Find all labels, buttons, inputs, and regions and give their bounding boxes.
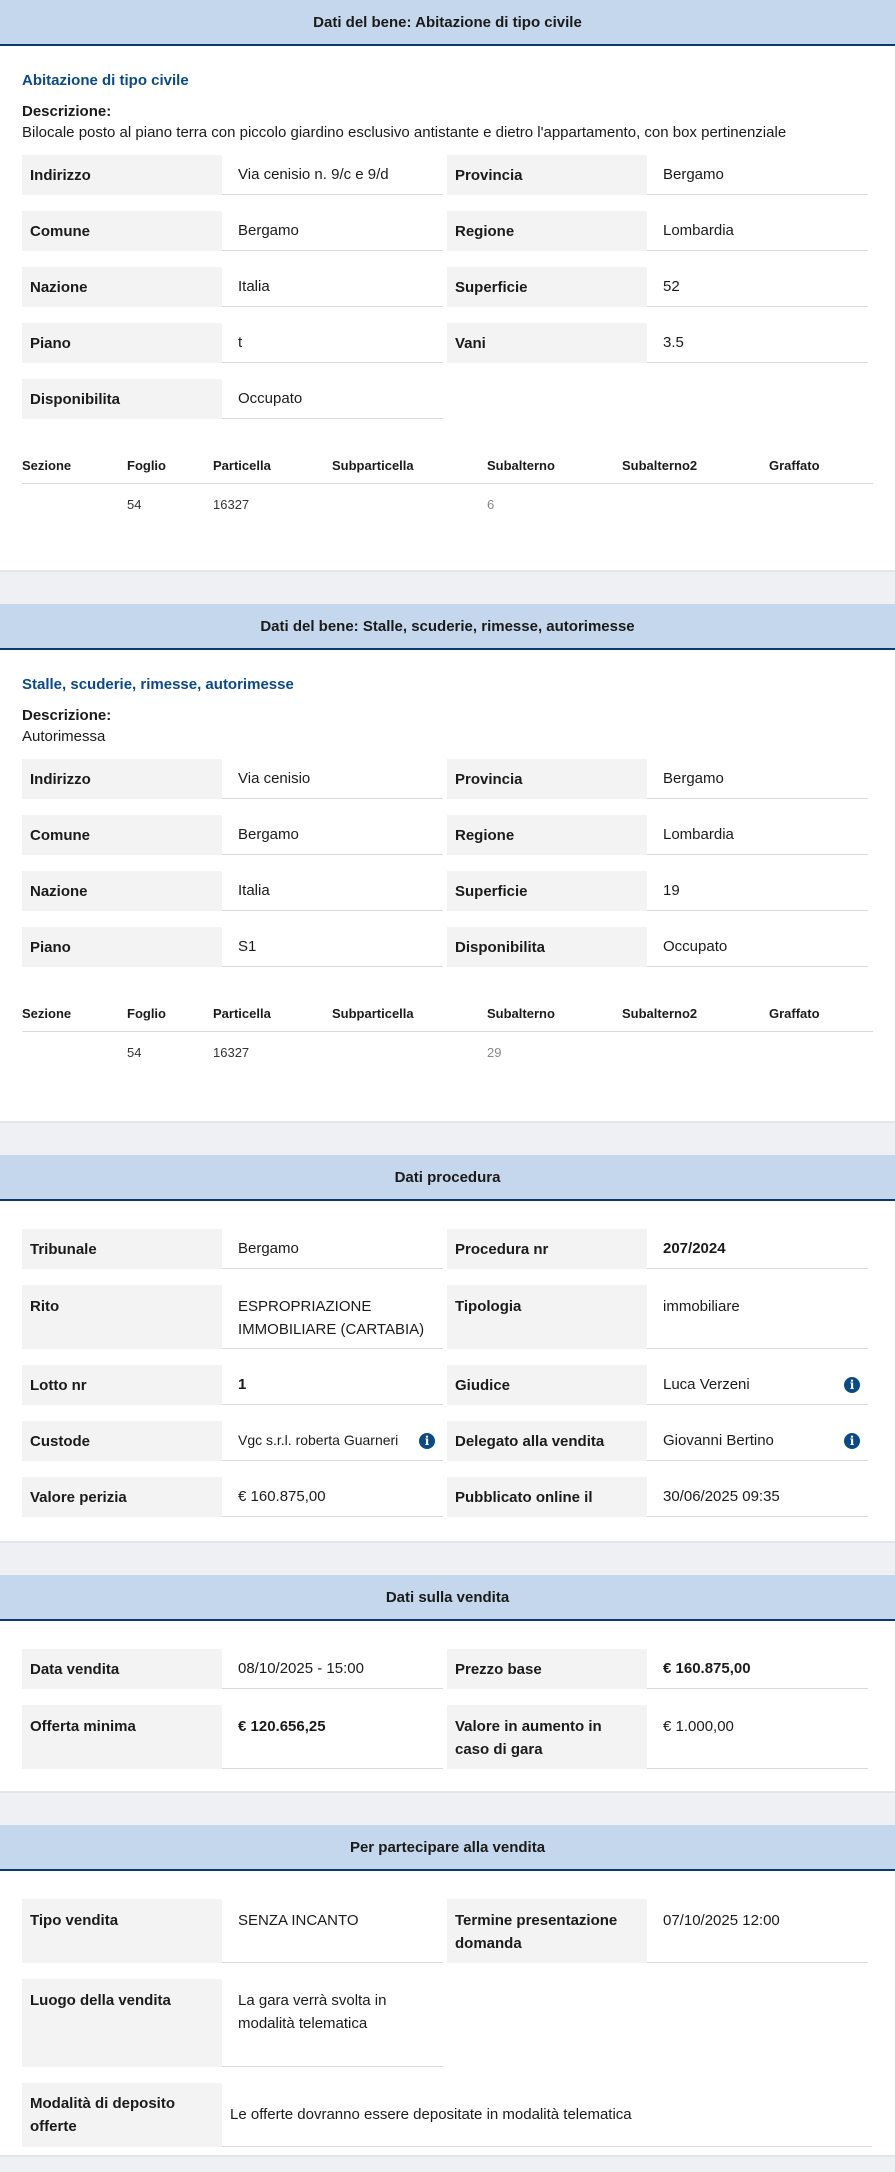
col-particella: Particella bbox=[213, 457, 271, 473]
section-vendita bbox=[0, 1575, 895, 1791]
field-value: Italia bbox=[222, 871, 443, 911]
section-header: Dati sulla vendita bbox=[0, 1575, 895, 1621]
field-superficie bbox=[447, 871, 872, 911]
field-label: Offerta minima bbox=[22, 1705, 222, 1769]
field-offerta-minima bbox=[22, 1705, 447, 1769]
fields-grid bbox=[22, 155, 873, 435]
cell-subalterno: 6 bbox=[487, 496, 495, 512]
field-comune bbox=[22, 211, 447, 251]
field-regione bbox=[447, 815, 872, 855]
field-disponibilita bbox=[22, 379, 447, 419]
description-text: Autorimessa bbox=[22, 728, 106, 745]
info-icon[interactable]: i bbox=[844, 1377, 860, 1393]
field-value: € 160.875,00 bbox=[222, 1477, 443, 1517]
field-label: Rito bbox=[22, 1285, 222, 1349]
field-value-text: Luca Verzeni bbox=[663, 1376, 750, 1393]
good-title: Abitazione di tipo civile bbox=[22, 72, 189, 89]
section-partecipare bbox=[0, 1825, 895, 2155]
field-label: Nazione bbox=[22, 267, 222, 307]
section-header: Dati procedura bbox=[0, 1155, 895, 1201]
col-subalterno: Subalterno bbox=[487, 1005, 555, 1021]
field-value: Bergamo bbox=[222, 211, 443, 251]
field-value: SENZA INCANTO bbox=[222, 1899, 443, 1963]
field-value: 19 bbox=[647, 871, 868, 911]
cell-subalterno: 29 bbox=[487, 1044, 502, 1060]
field-value: 07/10/2025 12:00 bbox=[647, 1899, 868, 1963]
field-label: Tipologia bbox=[447, 1285, 647, 1349]
field-label: Tribunale bbox=[22, 1229, 222, 1269]
col-particella: Particella bbox=[213, 1005, 271, 1021]
field-label: Tipo vendita bbox=[22, 1899, 222, 1963]
field-piano bbox=[22, 323, 447, 363]
info-icon[interactable]: i bbox=[844, 1433, 860, 1449]
fields-grid bbox=[22, 1649, 873, 1785]
field-provincia bbox=[447, 155, 872, 195]
field-custode bbox=[22, 1421, 447, 1461]
field-value: S1 bbox=[222, 927, 443, 967]
field-value: 08/10/2025 - 15:00 bbox=[222, 1649, 443, 1689]
field-luogo bbox=[22, 1979, 447, 2067]
field-label: Valore in aumento in caso di gara bbox=[447, 1705, 647, 1769]
field-procedura-nr bbox=[447, 1229, 872, 1269]
cell-particella: 16327 bbox=[213, 1044, 250, 1060]
cadastral-header-row bbox=[22, 447, 873, 484]
field-label: Provincia bbox=[447, 759, 647, 799]
col-subparticella: Subparticella bbox=[332, 457, 414, 473]
field-value-text: Giovanni Bertino bbox=[663, 1432, 774, 1449]
field-lotto-nr bbox=[22, 1365, 447, 1405]
field-prezzo-base bbox=[447, 1649, 872, 1689]
field-value: t bbox=[222, 323, 443, 363]
table-row bbox=[22, 484, 873, 524]
field-label: Procedura nr bbox=[447, 1229, 647, 1269]
field-value: Bergamo bbox=[647, 155, 868, 195]
cell-foglio: 54 bbox=[127, 1044, 142, 1060]
field-delegato bbox=[447, 1421, 872, 1461]
section-procedura bbox=[0, 1155, 895, 1541]
col-graffato: Graffato bbox=[769, 1005, 820, 1021]
field-valore-perizia bbox=[22, 1477, 447, 1517]
field-label: Superficie bbox=[447, 871, 647, 911]
section-header: Dati del bene: Abitazione di tipo civile bbox=[0, 0, 895, 46]
field-value: Bergamo bbox=[647, 759, 868, 799]
field-label: Giudice bbox=[447, 1365, 647, 1405]
cadastral-table bbox=[22, 995, 873, 1072]
section-bene-1 bbox=[0, 0, 895, 570]
field-value: € 120.656,25 bbox=[222, 1705, 443, 1769]
section-header: Per partecipare alla vendita bbox=[0, 1825, 895, 1871]
field-label: Comune bbox=[22, 211, 222, 251]
field-value: Lombardia bbox=[647, 211, 868, 251]
field-piano bbox=[22, 927, 447, 967]
field-label: Vani bbox=[447, 323, 647, 363]
field-label: Nazione bbox=[22, 871, 222, 911]
cell-particella: 16327 bbox=[213, 496, 250, 512]
field-value: € 1.000,00 bbox=[647, 1705, 868, 1769]
description-label: Descrizione: bbox=[22, 103, 112, 120]
field-nazione bbox=[22, 871, 447, 911]
description-label: Descrizione: bbox=[22, 707, 112, 724]
field-valore-aumento bbox=[447, 1705, 872, 1769]
field-regione bbox=[447, 211, 872, 251]
field-label: Regione bbox=[447, 211, 647, 251]
field-termine bbox=[447, 1899, 872, 1963]
field-label: Luogo della vendita bbox=[22, 1979, 222, 2067]
col-foglio: Foglio bbox=[127, 1005, 166, 1021]
field-label: Indirizzo bbox=[22, 155, 222, 195]
fields-grid bbox=[22, 759, 873, 983]
field-label: Custode bbox=[22, 1421, 222, 1461]
cadastral-table bbox=[22, 447, 873, 524]
field-value bbox=[647, 1365, 868, 1405]
field-value: 1 bbox=[222, 1365, 443, 1405]
field-label: Piano bbox=[22, 927, 222, 967]
field-value: La gara verrà svolta in modalità telematica bbox=[222, 1979, 443, 2067]
field-value-text: Vgc s.r.l. roberta Guarneri bbox=[238, 1432, 399, 1448]
field-value bbox=[222, 1421, 443, 1461]
field-label: Termine presentazione domanda bbox=[447, 1899, 647, 1963]
col-sezione: Sezione bbox=[22, 1005, 72, 1021]
section-divider bbox=[0, 1541, 895, 1575]
field-giudice bbox=[447, 1365, 872, 1405]
field-data-vendita bbox=[22, 1649, 447, 1689]
field-label: Data vendita bbox=[22, 1649, 222, 1689]
field-value: 30/06/2025 09:35 bbox=[647, 1477, 868, 1517]
field-value: Occupato bbox=[647, 927, 868, 967]
field-tipologia bbox=[447, 1285, 872, 1349]
field-value: 207/2024 bbox=[647, 1229, 868, 1269]
section-divider bbox=[0, 570, 895, 604]
field-modalita-deposito bbox=[22, 2083, 872, 2147]
field-label: Provincia bbox=[447, 155, 647, 195]
field-tribunale bbox=[22, 1229, 447, 1269]
field-value: Via cenisio bbox=[222, 759, 443, 799]
description-text: Bilocale posto al piano terra con piccolo giardino esclusivo antistante e dietro l'appartamento, con box pertinenziale bbox=[22, 124, 787, 141]
fields-grid bbox=[22, 1229, 873, 1533]
col-foglio: Foglio bbox=[127, 457, 166, 473]
field-label: Regione bbox=[447, 815, 647, 855]
good-title: Stalle, scuderie, rimesse, autorimesse bbox=[22, 676, 294, 693]
field-value: 52 bbox=[647, 267, 868, 307]
field-label: Prezzo base bbox=[447, 1649, 647, 1689]
field-value: 3.5 bbox=[647, 323, 868, 363]
field-label: Modalità di deposito offerte bbox=[22, 2083, 222, 2147]
col-sezione: Sezione bbox=[22, 457, 72, 473]
section-header: Dati del bene: Stalle, scuderie, rimesse, autorimesse bbox=[0, 604, 895, 650]
field-value: € 160.875,00 bbox=[647, 1649, 868, 1689]
field-rito bbox=[22, 1285, 447, 1349]
fields-grid bbox=[22, 1899, 873, 2083]
section-divider bbox=[0, 1791, 895, 1825]
section-divider bbox=[0, 2155, 895, 2172]
col-graffato: Graffato bbox=[769, 457, 820, 473]
field-label: Indirizzo bbox=[22, 759, 222, 799]
field-superficie bbox=[447, 267, 872, 307]
field-tipo-vendita bbox=[22, 1899, 447, 1963]
field-label: Delegato alla vendita bbox=[447, 1421, 647, 1461]
section-divider bbox=[0, 1121, 895, 1155]
info-icon[interactable]: i bbox=[419, 1433, 435, 1449]
field-disponibilita bbox=[447, 927, 872, 967]
field-vani bbox=[447, 323, 872, 363]
col-subparticella: Subparticella bbox=[332, 1005, 414, 1021]
col-subalterno2: Subalterno2 bbox=[622, 1005, 698, 1021]
field-value: Via cenisio n. 9/c e 9/d bbox=[222, 155, 443, 195]
field-label: Disponibilita bbox=[22, 379, 222, 419]
field-label: Comune bbox=[22, 815, 222, 855]
field-value: Bergamo bbox=[222, 1229, 443, 1269]
field-value bbox=[647, 1421, 868, 1461]
field-label: Pubblicato online il bbox=[447, 1477, 647, 1517]
field-pubblicato bbox=[447, 1477, 872, 1517]
field-value: Bergamo bbox=[222, 815, 443, 855]
field-indirizzo bbox=[22, 155, 447, 195]
field-label: Valore perizia bbox=[22, 1477, 222, 1517]
field-value: immobiliare bbox=[647, 1285, 868, 1349]
field-label: Disponibilita bbox=[447, 927, 647, 967]
cadastral-header-row bbox=[22, 995, 873, 1032]
field-value: Italia bbox=[222, 267, 443, 307]
field-nazione bbox=[22, 267, 447, 307]
field-value: Lombardia bbox=[647, 815, 868, 855]
col-subalterno: Subalterno bbox=[487, 457, 555, 473]
field-indirizzo bbox=[22, 759, 447, 799]
field-comune bbox=[22, 815, 447, 855]
col-subalterno2: Subalterno2 bbox=[622, 457, 698, 473]
table-row bbox=[22, 1032, 873, 1072]
section-bene-2 bbox=[0, 604, 895, 1121]
field-label: Superficie bbox=[447, 267, 647, 307]
field-provincia bbox=[447, 759, 872, 799]
field-value: Occupato bbox=[222, 379, 443, 419]
field-value: ESPROPRIAZIONE IMMOBILIARE (CARTABIA) bbox=[222, 1285, 443, 1349]
field-value: Le offerte dovranno essere depositate in modalità telematica bbox=[222, 2083, 872, 2147]
cell-foglio: 54 bbox=[127, 496, 142, 512]
field-label: Lotto nr bbox=[22, 1365, 222, 1405]
field-label: Piano bbox=[22, 323, 222, 363]
